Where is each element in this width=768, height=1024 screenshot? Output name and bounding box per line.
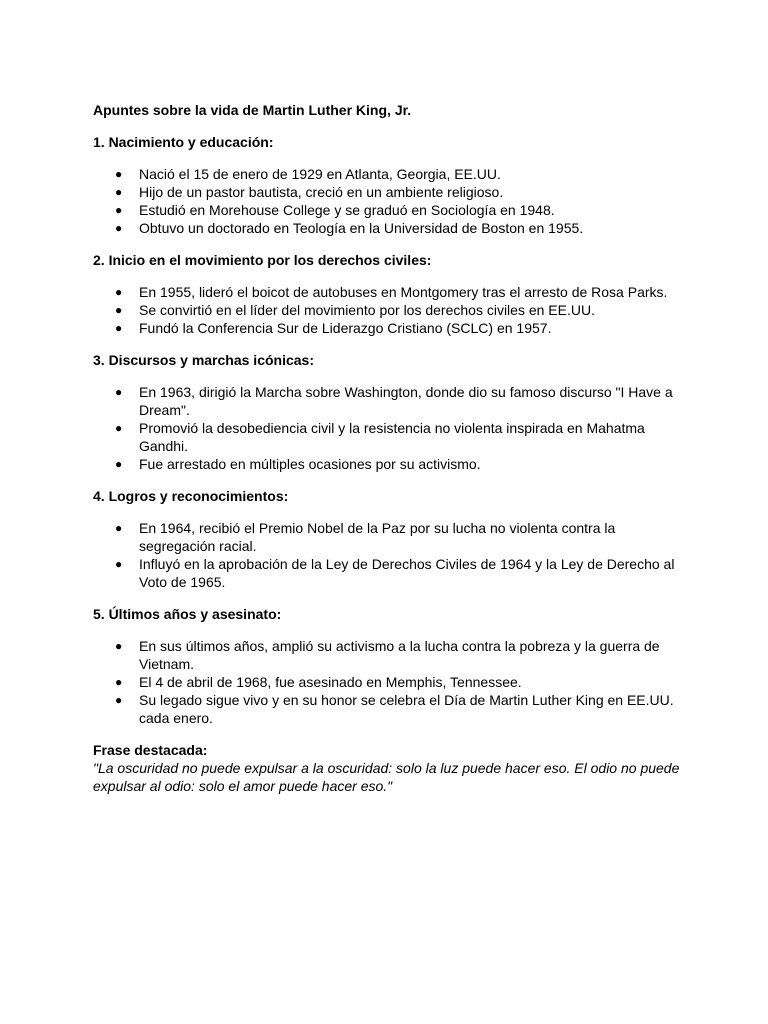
- bullet-icon: ●: [115, 385, 123, 399]
- list-item-text: En 1955, lideró el boicot de autobuses en Montgomery tras el arresto de Rosa Parks.: [139, 284, 668, 300]
- list-item-text: Nació el 15 de enero de 1929 en Atlanta, Georgia, EE.UU.: [139, 166, 501, 182]
- section-list-civil-rights: [93, 283, 683, 337]
- list-item: [93, 555, 683, 591]
- list-item: [93, 201, 683, 219]
- bullet-icon: ●: [115, 457, 123, 471]
- list-item: [93, 419, 683, 455]
- list-item-text: Obtuvo un doctorado en Teología en la Universidad de Boston en 1955.: [139, 220, 584, 236]
- list-item: [93, 183, 683, 201]
- list-item: [93, 637, 683, 673]
- bullet-icon: ●: [115, 185, 123, 199]
- bullet-icon: ●: [115, 693, 123, 707]
- list-item-text: Su legado sigue vivo y en su honor se celebra el Día de Martin Luther King en EE.UU. cada enero.: [139, 692, 674, 726]
- list-item: [93, 283, 683, 301]
- bullet-icon: ●: [115, 303, 123, 317]
- list-item-text: En 1963, dirigió la Marcha sobre Washington, donde dio su famoso discurso "I Have a Dream".: [139, 384, 673, 418]
- section-heading-speeches: 3. Discursos y marchas icónicas:: [93, 352, 314, 368]
- list-item: [93, 691, 683, 727]
- section-heading-achievements: 4. Logros y reconocimientos:: [93, 488, 289, 504]
- list-item-text: En sus últimos años, amplió su activismo a la lucha contra la pobreza y la guerra de Vietnam.: [139, 638, 660, 672]
- bullet-icon: ●: [115, 321, 123, 335]
- bullet-icon: ●: [115, 285, 123, 299]
- bullet-icon: ●: [115, 203, 123, 217]
- section-list-speeches: [93, 383, 683, 473]
- bullet-icon: ●: [115, 221, 123, 235]
- list-item: [93, 383, 683, 419]
- list-item-text: Estudió en Morehouse College y se graduó en Sociología en 1948.: [139, 202, 555, 218]
- bullet-icon: ●: [115, 421, 123, 435]
- list-item: [93, 455, 683, 473]
- quote-heading: Frase destacada:: [93, 742, 208, 758]
- list-item-text: Fundó la Conferencia Sur de Liderazgo Cristiano (SCLC) en 1957.: [139, 320, 552, 336]
- list-item: [93, 165, 683, 183]
- section-list-final-years: [93, 637, 683, 727]
- section-heading-civil-rights: 2. Inicio en el movimiento por los derechos civiles:: [93, 252, 432, 268]
- bullet-icon: ●: [115, 557, 123, 571]
- bullet-icon: ●: [115, 167, 123, 181]
- list-item-text: Influyó en la aprobación de la Ley de Derechos Civiles de 1964 y la Ley de Derecho al Voto de 1965.: [139, 556, 675, 590]
- list-item-text: Promovió la desobediencia civil y la resistencia no violenta inspirada en Mahatma Gandhi.: [139, 420, 645, 454]
- list-item-text: Hijo de un pastor bautista, creció en un ambiente religioso.: [139, 184, 504, 200]
- list-item: [93, 219, 683, 237]
- list-item-text: El 4 de abril de 1968, fue asesinado en Memphis, Tennessee.: [139, 674, 522, 690]
- list-item: [93, 519, 683, 555]
- list-item: [93, 319, 683, 337]
- document-page: [93, 101, 683, 795]
- section-list-birth-education: [93, 165, 683, 237]
- list-item: [93, 301, 683, 319]
- list-item-text: Fue arrestado en múltiples ocasiones por su activismo.: [139, 456, 481, 472]
- document-title: Apuntes sobre la vida de Martin Luther King, Jr.: [93, 102, 412, 118]
- bullet-icon: ●: [115, 639, 123, 653]
- section-heading-final-years: 5. Últimos años y asesinato:: [93, 606, 282, 622]
- list-item: [93, 673, 683, 691]
- bullet-icon: ●: [115, 521, 123, 535]
- list-item-text: Se convirtió en el líder del movimiento por los derechos civiles en EE.UU.: [139, 302, 595, 318]
- section-list-achievements: [93, 519, 683, 591]
- featured-quote: "La oscuridad no puede expulsar a la oscuridad: solo la luz puede hacer eso. El odio no puede expulsar al odio: solo el amor puede hacer eso.": [93, 760, 680, 794]
- list-item-text: En 1964, recibió el Premio Nobel de la Paz por su lucha no violenta contra la segregación racial.: [139, 520, 616, 554]
- section-heading-birth-education: 1. Nacimiento y educación:: [93, 134, 274, 150]
- bullet-icon: ●: [115, 675, 123, 689]
